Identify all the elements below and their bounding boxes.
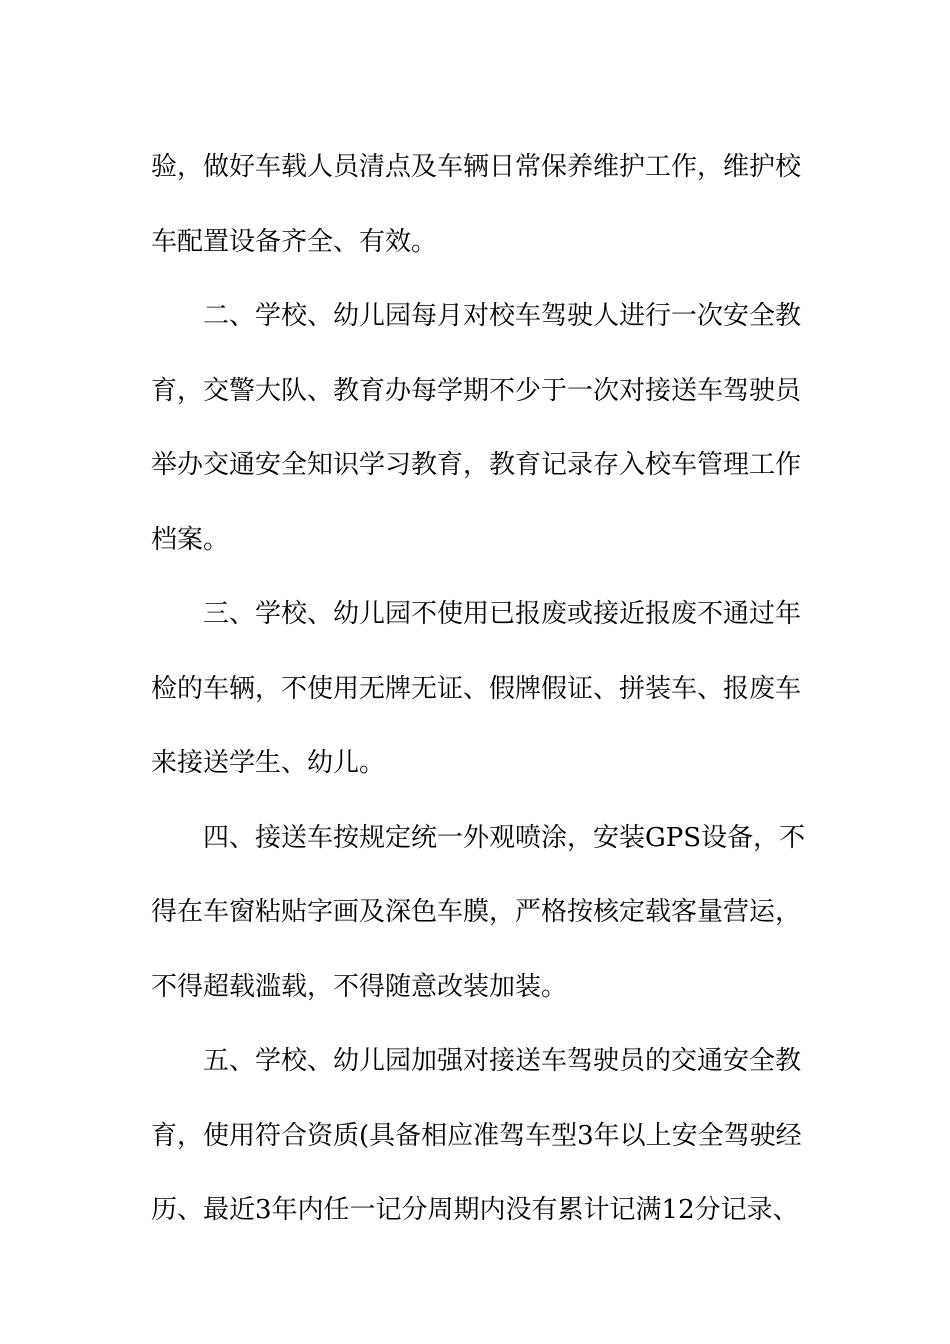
text-line: 得在车窗粘贴字画及深色车膜，严格按核定载客量营运， xyxy=(151,897,802,927)
text-line: 历、最近3年内任一记分周期内没有累计记满12分记录、 xyxy=(151,1195,799,1225)
text-line: 举办交通安全知识学习教育，教育记录存入校车管理工作 xyxy=(151,450,802,480)
text-line: 档案。 xyxy=(151,524,230,555)
paragraph-start-line: 四、接送车按规定统一外观喷涂，安装GPS设备，不 xyxy=(203,822,806,853)
text-line: 来接送学生、幼儿。 xyxy=(151,748,386,778)
text-line: 验，做好车载人员清点及车辆日常保养维护工作，维护校 xyxy=(151,152,802,182)
paragraph-start-line: 二、学校、幼儿园每月对校车驾驶人进行一次安全教 xyxy=(203,301,802,331)
text-line: 不得超载滥载，不得随意改装加装。 xyxy=(151,971,568,1002)
text-line: 车配置设备齐全、有效。 xyxy=(151,226,438,257)
paragraph-start-line: 五、学校、幼儿园加强对接送车驾驶员的交通安全教 xyxy=(203,1046,802,1076)
document-body xyxy=(151,130,811,1248)
text-line: 育，使用符合资质(具备相应准驾车型3年以上安全驾驶经 xyxy=(151,1120,802,1151)
paragraph-start-line: 三、学校、幼儿园不使用已报废或接近报废不通过年 xyxy=(203,599,802,629)
text-line: 检的车辆，不使用无牌无证、假牌假证、拼装车、报废车 xyxy=(151,673,802,704)
text-line: 育，交警大队、教育办每学期不少于一次对接送车驾驶员 xyxy=(151,375,802,406)
